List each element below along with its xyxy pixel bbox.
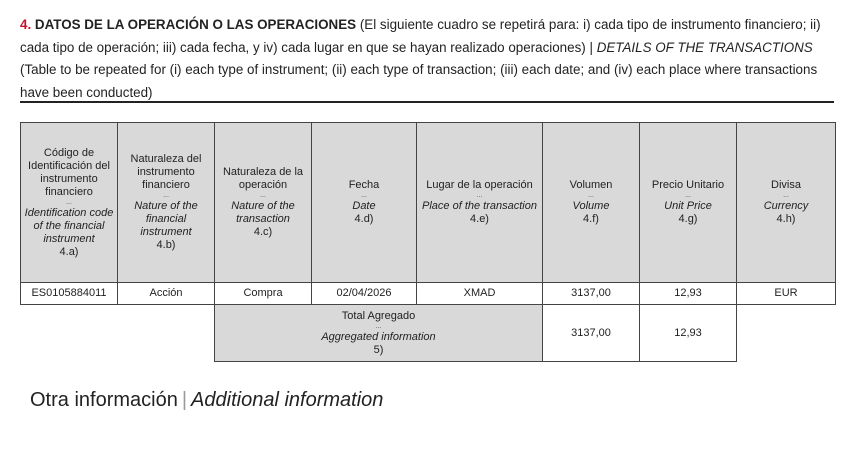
column-header-id-code: Código de Identificación del instrumento financiero ... Identification code of the financial instrument 4.a) bbox=[21, 123, 118, 283]
aggregate-volume: 3137,00 bbox=[543, 305, 640, 362]
section-title bbox=[20, 14, 834, 104]
aggregate-label: Total Agregado ... Aggregated information 5) bbox=[215, 305, 543, 362]
section-title-en: DETAILS OF THE TRANSACTIONS bbox=[596, 39, 813, 55]
column-header-date: Fecha ... Date 4.d) bbox=[312, 123, 417, 283]
additional-information-en: Additional information bbox=[191, 389, 384, 411]
section-note-en: (Table to be repeated for (i) each type of instrument; (ii) each type of transaction; (iii) each date; and (iv) each place where transactions have been conducted) bbox=[20, 62, 818, 100]
aggregate-row bbox=[21, 305, 836, 362]
column-header-volume: Volumen ... Volume 4.f) bbox=[543, 123, 640, 283]
table-header-row bbox=[21, 123, 836, 283]
cell-volume: 3137,00 bbox=[543, 283, 640, 305]
aggregate-spacer-end bbox=[737, 305, 836, 362]
aggregate-spacer bbox=[21, 305, 215, 362]
section-rule bbox=[20, 101, 834, 103]
column-header-transaction-nature: Naturaleza de la operación ... Nature of the transaction 4.c) bbox=[215, 123, 312, 283]
section-number: 4. bbox=[20, 17, 32, 32]
column-header-currency: Divisa ... Currency 4.h) bbox=[737, 123, 836, 283]
transactions-table bbox=[20, 122, 836, 362]
section-title-es: DATOS DE LA OPERACIÓN O LAS OPERACIONES bbox=[34, 17, 357, 32]
cell-currency: EUR bbox=[737, 283, 836, 305]
additional-information-heading bbox=[30, 386, 383, 414]
table-row bbox=[21, 283, 836, 305]
column-header-place: Lugar de la operación ... Place of the transaction 4.e) bbox=[417, 123, 543, 283]
cell-transaction-nature: Compra bbox=[215, 283, 312, 305]
section-divider: | bbox=[589, 39, 593, 55]
cell-place: XMAD bbox=[417, 283, 543, 305]
cell-date: 02/04/2026 bbox=[312, 283, 417, 305]
additional-information-divider: | bbox=[181, 389, 188, 411]
cell-instrument-nature: Acción bbox=[118, 283, 215, 305]
cell-unit-price: 12,93 bbox=[640, 283, 737, 305]
additional-information-es: Otra información bbox=[30, 389, 178, 411]
column-header-instrument-nature: Naturaleza del instrumento financiero ... Nature of the financial instrument 4.b) bbox=[118, 123, 215, 283]
cell-id-code: ES0105884011 bbox=[21, 283, 118, 305]
column-header-unit-price: Precio Unitario ... Unit Price 4.g) bbox=[640, 123, 737, 283]
section-note-es: (El siguiente cuadro se repetirá para: i) cada tipo de instrumento financiero; ii) cada tipo de operación; iii) cada fecha, y iv) cada lugar en que se hayan realizado operaciones) bbox=[20, 17, 821, 55]
aggregate-price: 12,93 bbox=[640, 305, 737, 362]
